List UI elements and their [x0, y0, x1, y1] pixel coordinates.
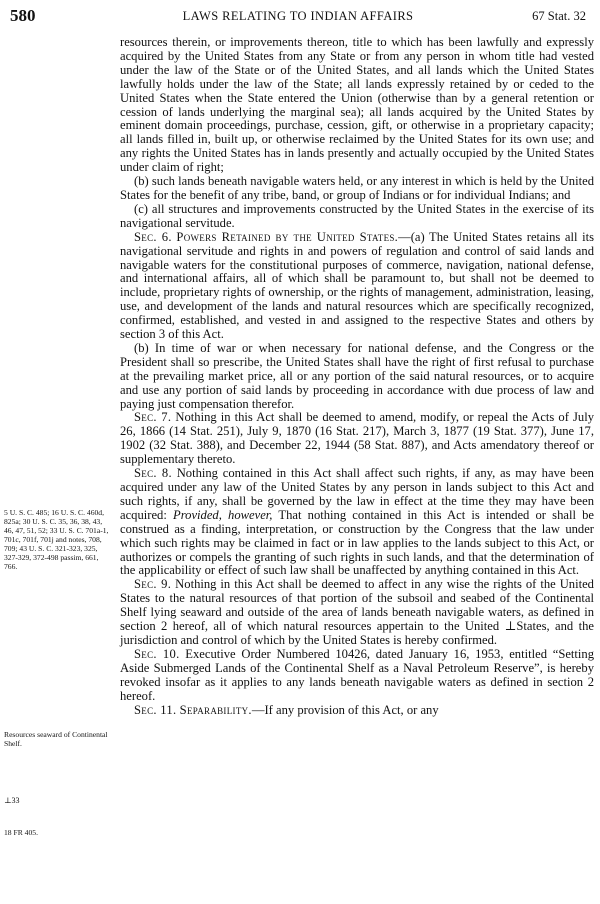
paragraph-text: Executive Order Numbered 10426, dated January 16, 1953, entitled “Setting Aside Submerged Lands of the Continental Shelf as a Naval Petroleum Reserve”, is hereby revoked insofar as it applies to any lands beneath navigable waters as defined in section 2 hereof.: [120, 646, 595, 703]
paragraph-sec6-a: [120, 231, 594, 342]
margin-note-citations: 5 U. S. C. 485; 16 U. S. C. 460d, 825a; 30 U. S. C. 35, 36, 38, 43, 46, 47, 51, 52; 33 U. S. C. 701a-1, 701c, 701f, 701j and notes, 708, 709; 43 U. S. C. 321-323, 325, 327-329, 372-498 passim, 661, 766.: [4, 508, 109, 571]
paragraph-text: —If any provision of this Act, or any: [251, 702, 439, 717]
section-heading: Powers Retained by the United States.: [176, 229, 399, 244]
paragraph-text: (b) In time of war or when necessary for national defense, and the Congress or the President shall so prescribe, the United States shall have the right of first refusal to purchase at the prevailing market price, all or any portion of the said natural resources, or to acquire and use any portion of said lands by proceeding in accordance with due process of law and paying just compensation therefor.: [120, 340, 594, 411]
paragraph-sec7: [120, 411, 594, 467]
section-number: Sec. 9.: [134, 577, 172, 592]
paragraph-text: (c) all structures and improvements constructed by the United States in the exercise of its navigational servitude.: [120, 201, 594, 230]
running-title: LAWS RELATING TO INDIAN AFFAIRS: [182, 9, 414, 23]
section-heading: Separability.: [179, 702, 252, 717]
paragraph-sec10: [120, 648, 594, 704]
statute-reference: 67 Stat. 32: [532, 9, 586, 23]
section-number: Sec. 8.: [134, 466, 172, 481]
paragraph-sec6-b: [120, 342, 594, 412]
paragraph-sec9: [120, 578, 594, 648]
page-number: 580: [10, 6, 36, 25]
page-header: [10, 6, 586, 28]
section-number: Sec. 6.: [134, 229, 172, 244]
body-text: [120, 36, 594, 717]
paragraph-text: Nothing in this Act shall be deemed to affect in any wise the rights of the United States to the natural resources of that portion of the subsoil and seabed of the Continental Shelf lying seaward and outside of the area of lands beneath navigable waters, as defined in section 2 hereof, all of which natural resources appertain to the United ⊥States, and the jurisdiction and control of which by the United States is hereby confirmed.: [120, 577, 594, 647]
paragraph-sec5-c: [120, 203, 594, 231]
section-number: Sec. 11.: [134, 702, 177, 717]
margin-note-federal-register: 18 FR 405.: [4, 828, 38, 837]
paragraph-text: That nothing contained in this Act is intended or shall be construed as a finding, interpretation, or construction by the Congress that the law under which such rights may be claimed in fact or in law applies to the lands subject to this Act, or authorizes or compels the granting of such rights in such lands, and that the determination of the applicability or effect of such law shall be unaffected by anything contained in this Act.: [120, 507, 595, 578]
paragraph-text: —(a) The United States retains all its navigational servitude and rights in and powers of regulation and control of said lands and navigable waters for the constitutional purposes of commerce, navigation, national defense, and international affairs, all of which shall be paramount to, but shall not be deemed to include, proprietary rights of ownership, or the rights of management, administration, leasing, use, and development of the lands and natural resources which are specifically recognized, confirmed, established, and vested in and assigned to the respective States and others by section 3 of this Act.: [120, 229, 594, 342]
margin-note-continental-shelf: Resources seaward of Continental Shelf.: [4, 730, 108, 748]
proviso-italic: Provided, however,: [173, 507, 273, 522]
section-number: Sec. 10.: [134, 646, 180, 661]
margin-note-page-break: ⊥33: [4, 796, 20, 805]
paragraph-text: Nothing in this Act shall be deemed to amend, modify, or repeal the Acts of July 26, 1866 (14 Stat. 251), July 9, 1870 (16 Stat. 217), March 3, 1877 (19 Stat. 377), June 17, 1902 (32 Stat. 388), and December 22, 1944 (58 Stat. 887), and Acts amendatory thereof or supplementary thereto.: [120, 410, 594, 467]
paragraph-sec11: [120, 704, 594, 718]
paragraph-sec5-b: [120, 175, 594, 203]
paragraph-text: Nothing contained in this Act shall affect such rights, if any, as may have been acquired under any law of the United States by any person in lands subject to this Act and such rights, if any, shall be governed by the law in effect at the time they may have been acquired:: [120, 466, 594, 522]
paragraph-text: resources therein, or improvements thereon, title to which has been lawfully and expressly acquired by the United States from any State or from any person in whom title had vested under the law of the State or of the United States, and all lands which the United States lawfully holds under the law of the State; all lands expressly retained by or ceded to the United States when the State entered the Union (otherwise than by a general retention or cession of lands underlying the marginal sea); all lands acquired by the United States by eminent domain proceedings, purchase, cession, gift, or otherwise in a proprietary capacity; all lands filled in, built up, or otherwise reclaimed by the United States for its own use; and any rights the United States has in lands presently and actually occupied by the United States under claim of right;: [120, 35, 594, 175]
paragraph-text: (b) such lands beneath navigable waters held, or any interest in which is held by the United States for the benefit of any tribe, band, or group of Indians or for individual Indians; and: [120, 174, 594, 202]
paragraph-sec8: [120, 467, 594, 578]
section-number: Sec. 7.: [134, 410, 172, 425]
paragraph-sec5-continuation: [120, 36, 594, 175]
